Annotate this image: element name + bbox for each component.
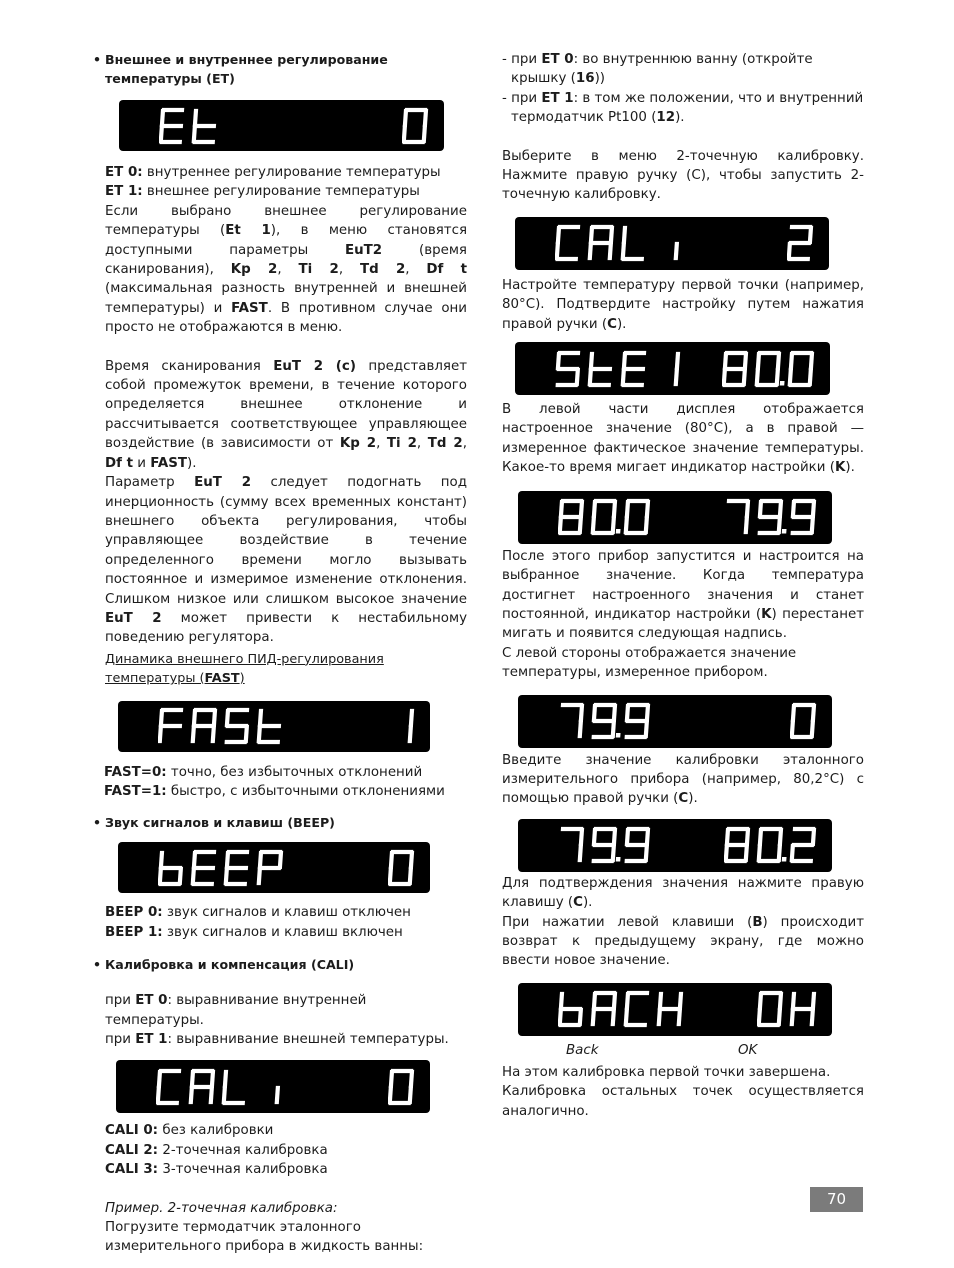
lcd-segment — [727, 830, 728, 844]
lcd-back — [518, 983, 832, 1036]
lcd-digit — [593, 993, 615, 1024]
lcd-segment — [161, 127, 162, 141]
lcd-segment — [647, 502, 648, 516]
left-column — [105, 50, 467, 1257]
lcd-segment — [780, 994, 781, 1008]
lcd-segment-text — [757, 989, 818, 1029]
lcd-segment — [194, 853, 195, 867]
fast1-line: FAST=1: быстро, с избыточными отклонениями — [104, 783, 445, 799]
lcd-segment — [792, 1010, 793, 1024]
lcd-segment — [626, 518, 627, 532]
lcd-digit — [727, 501, 748, 532]
lcd-segment — [624, 354, 625, 368]
lcd-segment — [745, 354, 746, 368]
lcd-segment — [659, 1010, 660, 1024]
lcd-segment — [390, 869, 391, 883]
lcd-segment — [560, 518, 561, 532]
lcd-segment — [158, 1088, 159, 1102]
heading-et: • Внешнее и внутреннее регулирование температуры (ET) — [105, 50, 467, 88]
lcd-segment — [812, 722, 813, 736]
lcd-segment — [679, 1010, 680, 1024]
page-number: 70 — [810, 1187, 863, 1212]
lcd-segment — [780, 830, 781, 844]
para-scan-time: Время сканирования EuT 2 (c) представляет собой промежуток времени, в течение которого определяется внешнее отклонение и рассчитывается соответствующее управляющее воздействие (в зависимости от Kp 2, Ti 2, Td 2, Df t и FAST). — [105, 358, 468, 471]
lcd-segment — [677, 354, 678, 368]
lcd-segment — [581, 830, 582, 844]
cali2-line: CALI 2: 2-точечная калибровка — [105, 1142, 328, 1158]
lcd-digit — [259, 711, 280, 742]
lcd-decimal-point — [616, 733, 621, 738]
lcd-segment — [813, 994, 814, 1008]
lcd-segment — [792, 722, 793, 736]
et1-line: ET 1: внешнее регулирование температуры — [105, 184, 420, 200]
lcd-segment — [591, 228, 592, 242]
lcd-segment-text — [558, 989, 685, 1029]
heading-cali: • Калибровка и компенсация (CALI) — [105, 955, 467, 974]
lcd-segment-text — [158, 706, 285, 746]
lcd-segment-text — [722, 349, 816, 389]
lcd-segment — [391, 1072, 392, 1086]
lcd-segment — [646, 722, 647, 736]
lcd-decimal-point — [780, 381, 785, 386]
lcd-segment — [191, 1088, 192, 1102]
lcd-segment — [410, 869, 411, 883]
et0-line: ET 0: внутреннее регулирование температуры — [105, 165, 441, 180]
lcd-segment — [259, 727, 260, 741]
lcd-segment — [758, 354, 759, 368]
lcd-segment — [214, 711, 215, 725]
lcd-segment — [793, 502, 794, 516]
lcd-segment — [424, 127, 425, 141]
lcd-segment — [746, 518, 747, 532]
lcd-segment — [577, 370, 578, 384]
lcd-segment — [193, 869, 194, 883]
lcd-digit — [191, 1071, 213, 1102]
lcd-segment — [647, 706, 648, 720]
lcd-segment — [813, 830, 814, 844]
lcd-segment — [590, 244, 591, 258]
lcd-segment — [260, 711, 261, 725]
lcd-segment — [811, 354, 812, 368]
lcd-digit — [194, 111, 215, 142]
lcd-digit — [560, 501, 582, 533]
lcd-segment-text — [156, 1067, 283, 1107]
lcd-segment — [646, 846, 647, 860]
lcd-digit — [626, 829, 648, 861]
lcd-segment — [580, 722, 581, 736]
lcd-segment — [410, 1088, 411, 1102]
lcd-segment-text — [388, 1067, 416, 1107]
lcd-segment — [747, 830, 748, 844]
lcd-segment — [410, 727, 411, 741]
lcd-digit — [626, 993, 647, 1025]
lcd-segment — [760, 830, 761, 844]
lcd-digit — [160, 853, 182, 884]
caption-ok: OK — [738, 1042, 758, 1058]
lcd-digit — [659, 994, 681, 1024]
lcd-segment — [594, 502, 595, 516]
lcd-segment — [647, 830, 648, 844]
lcd-segment — [213, 727, 214, 741]
lcd-segment — [790, 370, 791, 384]
lcd-digit — [193, 710, 215, 741]
lcd-segment — [580, 518, 581, 532]
lcd-segment — [627, 994, 628, 1008]
lcd-decimal-point — [782, 857, 787, 862]
lcd-segment — [259, 869, 260, 883]
lcd-segment — [180, 869, 181, 883]
caption-back: Back — [566, 1042, 599, 1058]
others-text: Калибровка остальных точек осуществляется аналогично. — [502, 1084, 864, 1119]
lcd-cali0 — [116, 1060, 430, 1113]
lcd-segment — [779, 518, 780, 532]
lcd-segment — [162, 111, 163, 125]
lcd-segment — [194, 127, 195, 141]
enter-text: Введите значение калибровки эталонного измерительного прибора (например, 80,2°C) с помощью правой ручки (C). — [502, 752, 864, 807]
lcd-segment — [777, 370, 778, 384]
cali3-line: CALI 3: 3-точечная калибровка — [105, 1162, 328, 1178]
lcd-segment — [614, 994, 615, 1008]
lcd-segment — [561, 994, 562, 1008]
set-first-text: Настройте температуру первой точки (например, 80°C). Подтвердите настройку путем нажатия правой ручки (C). — [502, 277, 864, 332]
lcd-segment — [558, 228, 559, 242]
lcd-segment — [792, 846, 793, 860]
lcd-decimal-point — [782, 529, 787, 534]
lcd-segment — [411, 1072, 412, 1086]
lcd-digit — [792, 829, 814, 861]
lcd-segment — [725, 354, 726, 368]
lcd-digit — [792, 705, 814, 737]
lcd-segment-text — [388, 706, 416, 746]
lcd-segment — [280, 853, 281, 867]
para-eut2: Параметр EuT 2 следует подогнать под инерционность (сумму всех временных констант) внешнего объекта регулирования, чтобы управляющее воздействие в течение определенного времени могло вызывать постоянное и измеримое изменение отклонения. Слишком низкое или слишком высокое значение EuT 2 может привести к нестабильному поведению регулятора. — [105, 475, 467, 646]
lcd-digit — [759, 501, 789, 534]
cali0-line: CALI 0: без калибровки — [105, 1123, 274, 1139]
lcd-segment — [613, 846, 614, 860]
lcd-beep — [118, 842, 430, 893]
lcd-segment — [746, 846, 747, 860]
lcd-segment — [614, 706, 615, 720]
lcd-segment — [560, 1010, 561, 1024]
lcd-segment — [580, 1010, 581, 1024]
lcd-segment — [161, 853, 162, 867]
lcd-segment — [212, 1072, 213, 1086]
lcd-segment — [161, 711, 162, 725]
lcd-segment — [810, 370, 811, 384]
et1-position: - при ET 1: в том же положении, что и внутренний термодатчик Pt100 (12). — [502, 90, 864, 126]
lcd-digit — [259, 852, 281, 883]
lcd-segment — [411, 711, 412, 725]
lcd-segment — [581, 706, 582, 720]
lcd-segment — [760, 994, 761, 1008]
lcd-digit — [404, 110, 426, 142]
lcd-segment — [624, 228, 625, 242]
lcd-segment — [757, 370, 758, 384]
immerse-text: Погрузите термодатчик эталонного измерительного прибора в жидкость ванны: — [105, 1220, 424, 1255]
lcd-segment — [779, 846, 780, 860]
after-text: После этого прибор запустится и настроится на выбранное значение. Когда температура достигнет настроенного значения и станет постоянной, индикатор настройки (K) перестанет мигать и появится следующая надпись. — [502, 548, 865, 642]
lcd-segment — [227, 853, 228, 867]
lcd-segment-text — [558, 825, 652, 865]
lcd-segment — [747, 502, 748, 516]
lcd-segment-text — [402, 106, 430, 146]
lcd-segment — [194, 711, 195, 725]
lcd-segment — [614, 830, 615, 844]
lcd-segment — [611, 228, 612, 242]
lcd-segment — [759, 1010, 760, 1024]
lcd-segment — [411, 853, 412, 867]
lcd-79-80 — [518, 819, 832, 872]
lcd-segment — [759, 846, 760, 860]
lcd-segment — [405, 111, 406, 125]
lcd-digit — [792, 994, 814, 1024]
lcd-segment — [627, 706, 628, 720]
lcd-segment — [793, 706, 794, 720]
lcd-segment — [726, 846, 727, 860]
lcd-segment — [557, 244, 558, 258]
lcd-segment — [227, 711, 228, 725]
para-et1-params: Если выбрано внешнее регулирование температуры (Et 1), в меню становятся доступными параметры EuT2 (время сканирования), Kp 2, Ti 2, Td 2, Df t (максимальная разность внутренней и внешней температуры) и FAST. В противном случае они просто не отображаются в меню. — [105, 203, 468, 336]
lcd-digit — [593, 829, 623, 862]
lcd-digit — [161, 110, 182, 142]
lcd-segment — [789, 244, 790, 258]
lcd-segment-text — [558, 701, 652, 741]
lcd-digit — [626, 705, 648, 737]
lcd-segment-text — [388, 848, 416, 888]
lcd-segment — [226, 869, 227, 883]
lcd-digit — [759, 993, 781, 1025]
lcd-segment — [593, 1010, 594, 1024]
lcd-segment — [192, 1072, 193, 1086]
lcd-decimal-point — [616, 857, 621, 862]
lcd-segment — [760, 502, 761, 516]
lcd-captions — [502, 1043, 864, 1063]
lcd-segment-text — [159, 106, 220, 146]
lcd-segment-text — [555, 223, 682, 263]
lcd-digit — [623, 228, 644, 259]
lcd-segment — [627, 502, 628, 516]
lcd-digit — [390, 1071, 412, 1103]
beep0-line: BEEP 0: звук сигналов и клавиш отключен — [105, 905, 411, 921]
lcd-segment — [594, 830, 595, 844]
lcd-digit — [676, 354, 678, 384]
lcd-segment — [193, 727, 194, 741]
right-column — [502, 50, 864, 1121]
lcd-digit — [557, 227, 578, 259]
lcd-digit — [759, 829, 789, 862]
et0-position: - при ET 0: во внутреннюю ванну (откройте крышку (16)) — [502, 52, 813, 87]
back-text: При нажатии левой клавиши (B) происходит возврат к предыдущему экрану, где можно ввести новое значение. — [502, 914, 864, 969]
lcd-digit — [676, 244, 677, 258]
lcd-digit — [561, 829, 582, 860]
lcd-segment — [260, 853, 261, 867]
lcd-segment-text — [558, 497, 652, 537]
lcd-digit — [593, 705, 623, 738]
lcd-segment — [613, 1010, 614, 1024]
lcd-segment — [646, 518, 647, 532]
lcd-segment-text — [555, 349, 682, 389]
lcd-segment — [561, 502, 562, 516]
lcd-segment — [724, 370, 725, 384]
lcd-digit — [626, 501, 648, 533]
lcd-digit — [726, 829, 748, 861]
lcd-segment-text — [787, 223, 815, 263]
fast-heading: Динамика внешнего ПИД-регулирования температуры (FAST) — [105, 651, 384, 687]
lcd-segment — [627, 830, 628, 844]
lcd-segment — [660, 994, 661, 1008]
lcd-segment — [744, 370, 745, 384]
lcd-segment — [277, 1088, 278, 1102]
lcd-segment — [594, 994, 595, 1008]
lcd-segment — [581, 502, 582, 516]
confirm-text: Для подтверждения значения нажмите правую клавишу (C). — [502, 875, 864, 911]
lcd-segment — [613, 722, 614, 736]
lcd-cali2 — [515, 217, 829, 270]
lcd-segment — [558, 354, 559, 368]
lcd-segment — [593, 518, 594, 532]
lcd-digit — [790, 353, 812, 385]
lcd-digit — [757, 353, 787, 386]
lcd-segment-text — [724, 497, 818, 537]
lcd-segment — [225, 1072, 226, 1086]
lcd-segment — [613, 518, 614, 532]
lcd-segment-text — [790, 701, 818, 741]
lcd-segment — [813, 706, 814, 720]
lcd-digit — [560, 994, 582, 1025]
lcd-digit — [160, 710, 181, 741]
lcd-segment — [425, 111, 426, 125]
lcd-digit — [277, 1088, 278, 1102]
lcd-segment — [160, 869, 161, 883]
lcd-et — [119, 100, 444, 151]
lcd-segment — [791, 354, 792, 368]
lcd-segment — [780, 502, 781, 516]
lcd-segment — [623, 370, 624, 384]
lcd-decimal-point — [616, 529, 621, 534]
lcd-segment — [195, 111, 196, 125]
lcd-segment — [211, 1088, 212, 1102]
lcd-segment — [810, 228, 811, 242]
lcd-segment — [680, 994, 681, 1008]
lcd-segment — [812, 1010, 813, 1024]
lcd-digit — [590, 227, 612, 258]
lcd-segment — [590, 370, 591, 384]
lcd-segment — [793, 994, 794, 1008]
lcd-digit — [561, 705, 582, 736]
lcd-segment — [224, 1088, 225, 1102]
lcd-digit — [724, 353, 746, 385]
lcd-segment — [626, 1010, 627, 1024]
lcd-segment — [246, 727, 247, 741]
lcd-digit — [789, 227, 811, 259]
lcd-80-79 — [518, 491, 832, 544]
lcd-segment — [813, 502, 814, 516]
lcd-digit — [224, 1072, 245, 1103]
lcd-ste — [515, 342, 830, 395]
et1-cali-line: при ET 1: выравнивание внешней температуры. — [105, 1032, 449, 1047]
lcd-79-0 — [518, 695, 832, 748]
choose-text: Выберите в меню 2-точечную калибровку. Нажмите правую ручку (C), чтобы запустить 2-точечную калибровку. — [502, 148, 864, 203]
lcd-segment — [591, 354, 592, 368]
lcd-segment — [160, 727, 161, 741]
left-part-text: В левой части дисплея отображается настроенное значение (80°C), а в правой — измеренное фактическое значение температуры. Какое-то время мигает индикатор настройки (K). — [502, 402, 864, 476]
lcd-segment — [778, 354, 779, 368]
lcd-digit — [158, 1071, 179, 1103]
lcd-segment — [404, 127, 405, 141]
lcd-digit — [390, 852, 412, 884]
done-text: На этом калибровка первой точки завершена. — [502, 1064, 831, 1080]
lcd-segment — [390, 1088, 391, 1102]
lcd-digit — [193, 852, 214, 884]
lcd-segment — [580, 846, 581, 860]
lcd-digit — [410, 711, 412, 741]
lcd-segment — [779, 1010, 780, 1024]
left-side-text: С левой стороны отображается значение температуры, измеренное прибором. — [502, 645, 797, 681]
beep1-line: BEEP 1: звук сигналов и клавиш включен — [105, 924, 403, 940]
lcd-segment-text — [158, 848, 285, 888]
example-title: Пример. 2-точечная калибровка: — [105, 1200, 338, 1216]
lcd-segment — [594, 706, 595, 720]
lcd-segment — [391, 853, 392, 867]
lcd-segment — [676, 244, 677, 258]
lcd-segment-text — [724, 825, 818, 865]
lcd-digit — [792, 501, 814, 533]
lcd-digit — [593, 501, 623, 534]
lcd-digit — [226, 710, 248, 742]
lcd-digit — [557, 353, 579, 385]
lcd-segment — [623, 244, 624, 258]
lcd-digit — [590, 354, 611, 385]
et0-cali-line: при ET 0: выравнивание внутренней температуры. — [105, 993, 367, 1028]
lcd-segment — [610, 244, 611, 258]
heading-beep: • Звук сигналов и клавиш (BEEP) — [105, 813, 467, 832]
lcd-segment — [614, 502, 615, 516]
lcd-segment — [676, 370, 677, 384]
fast0-line: FAST=0: точно, без избыточных отклонений — [104, 764, 423, 780]
lcd-fast — [118, 701, 430, 752]
lcd-digit — [623, 353, 644, 385]
lcd-segment — [159, 1072, 160, 1086]
lcd-segment — [812, 518, 813, 532]
lcd-digit — [226, 852, 247, 884]
